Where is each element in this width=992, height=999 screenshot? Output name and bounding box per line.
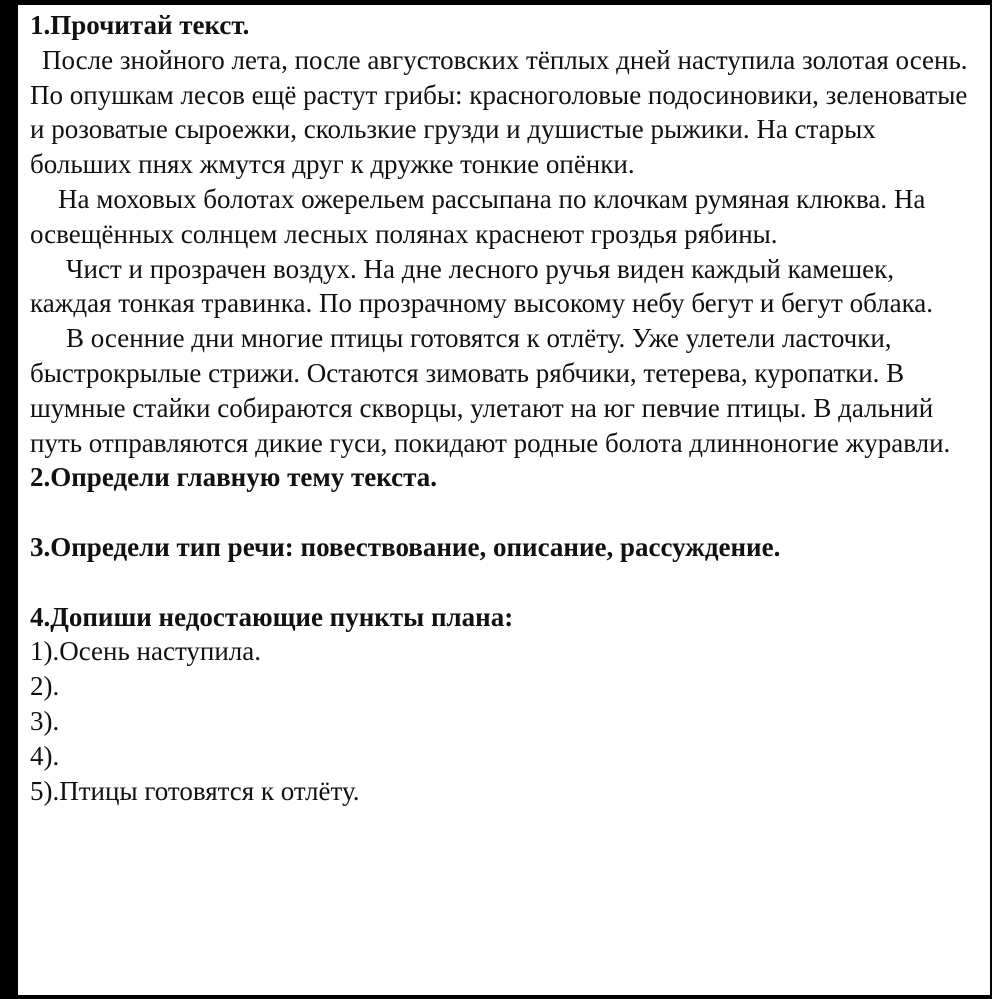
- task2-heading: 2.Определи главную тему текста.: [30, 462, 437, 493]
- worksheet-content: [30, 8, 980, 808]
- task1-heading: 1.Прочитай текст.: [30, 10, 250, 40]
- task4-heading: 4.Допиши недостающие пункты плана:: [30, 601, 514, 632]
- text-paragraph-5: В осенние дни многие птицы готовятся к отлёту. Уже улетели ласточки, быстрокрылые стрижи. Остаются зимовать рябчики, тетерева, куропатки. В шумные стайки собираются скворцы, улетают на юг певчие птицы. В дальний путь отправляются дикие гуси, покидают родные болота длинноногие журавли.: [30, 323, 951, 458]
- plan-item-4: 4).: [30, 740, 60, 771]
- plan-item-5: 5).Птицы готовятся к отлёту.: [30, 775, 360, 806]
- task3-heading: 3.Определи тип речи: повествование, описание, рассуждение.: [30, 531, 781, 562]
- text-paragraph-4: Чист и прозрачен воздух. На дне лесного ручья виден каждый камешек, каждая тонкая травинка. По прозрачному высокому небу бегут и бегут облака.: [30, 253, 934, 319]
- worksheet-page: [18, 5, 990, 995]
- answer-space: [30, 495, 980, 530]
- plan-item-3: 3).: [30, 705, 60, 736]
- text-paragraph-2: По опушкам лесов ещё растут грибы: красноголовые подосиновики, зеленоватые и розоватые сыроежки, скользкие грузди и душистые рыжики. На старых больших пнях жмутся друг к дружке тонкие опёнки.: [30, 79, 968, 180]
- text-paragraph-3: На моховых болотах ожерельем рассыпана по клочкам румяная клюква. На освещённых солнцем лесных полянах краснеют гроздья рябины.: [30, 183, 926, 249]
- plan-item-1: 1).Осень наступила.: [30, 636, 262, 667]
- text-paragraph-1: После знойного лета, после августовских тёплых дней наступила золотая осень.: [42, 44, 968, 75]
- answer-space: [30, 565, 980, 600]
- plan-item-2: 2).: [30, 671, 60, 702]
